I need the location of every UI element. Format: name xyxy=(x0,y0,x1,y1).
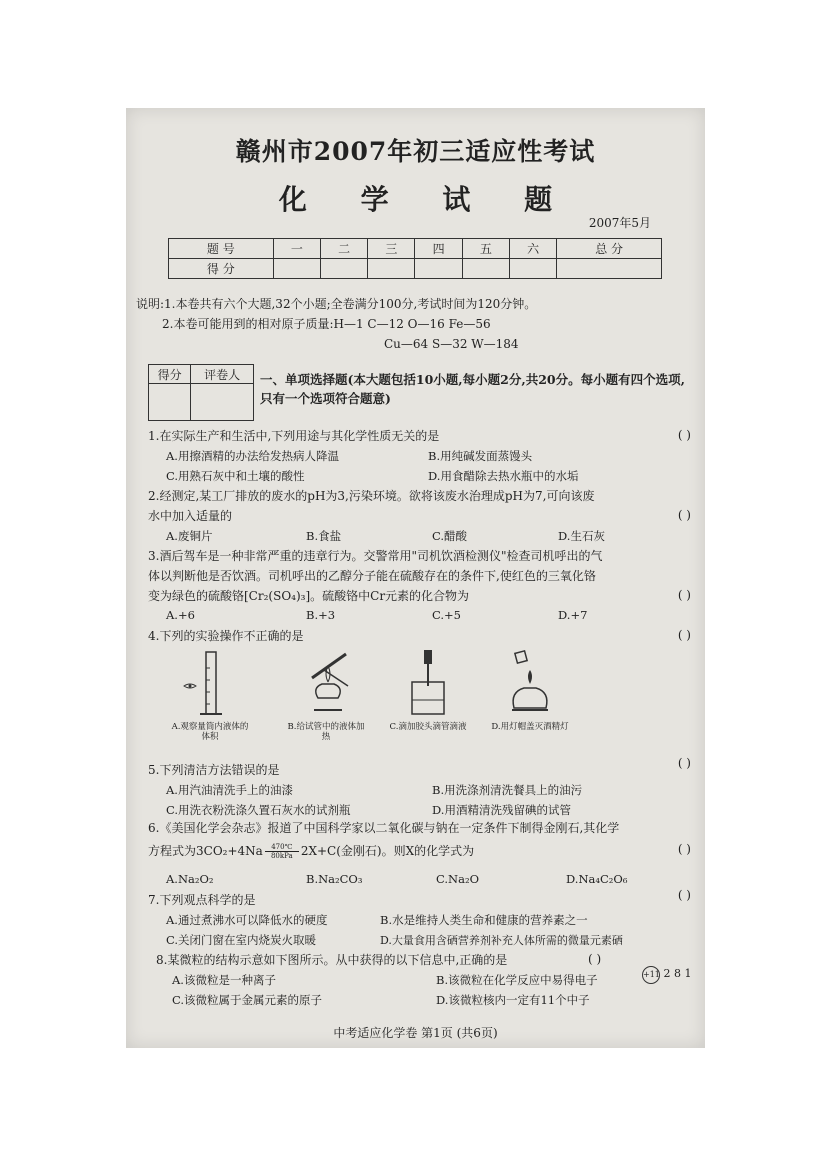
q1-option-b: B.用纯碱发面蒸馒头 xyxy=(428,449,533,463)
q2-option-b: B.食盐 xyxy=(306,529,342,543)
reaction-condition xyxy=(265,843,299,860)
score-cell xyxy=(415,259,462,279)
instruction-line-2: 2.本卷可能用到的相对原子质量:H—1 C—12 O—16 Fe—56 xyxy=(162,317,491,331)
answer-bracket: ( ) xyxy=(677,756,691,770)
q8-option-c: C.该微粒属于金属元素的原子 xyxy=(172,993,323,1007)
score-row-label: 得 分 xyxy=(169,259,274,279)
answer-bracket: ( ) xyxy=(588,952,602,966)
q6-option-a: A.Na₂O₂ xyxy=(166,872,214,886)
test-tube-heating-figure xyxy=(294,648,364,720)
q8-option-b: B.该微粒在化学反应中易得电子 xyxy=(436,973,598,987)
q3-option-a: A.+6 xyxy=(166,608,195,622)
question-4-stem: 4.下列的实验操作不正确的是 xyxy=(148,629,304,643)
equation-right: 2X+C(金刚石)。则X的化学式为 xyxy=(300,844,475,858)
question-2-stem: 2.经测定,某工厂排放的废水的pH为3,污染环境。欲将该废水治理成pH为7,可向该废 xyxy=(148,489,595,503)
question-3-stem-cont: 体以判断他是否饮酒。司机呼出的乙醇分子能在硫酸存在的条件下,使红色的三氧化铬 xyxy=(148,569,596,583)
q5-option-a: A.用汽油清洗手上的油漆 xyxy=(166,783,293,797)
q6-option-b: B.Na₂CO₃ xyxy=(306,872,363,886)
score-table-header-row xyxy=(169,239,662,259)
instruction-line-1: 说明:1.本卷共有六个大题,32个小题;全卷满分100分,考试时间为120分钟。 xyxy=(136,297,537,311)
atom-nucleus: +11 xyxy=(642,966,660,984)
question-3-stem: 3.酒后驾车是一种非常严重的违章行为。交警常用"司机饮酒检测仪"检查司机呼出的气 xyxy=(148,549,603,563)
grader-name-label: 评卷人 xyxy=(191,365,254,384)
score-cell xyxy=(462,259,509,279)
score-table xyxy=(168,238,662,279)
figure-c-caption: C.滴加胶头滴管滴液 xyxy=(389,722,467,732)
question-2-stem-cont: 水中加入适量的 xyxy=(148,509,233,523)
q1-option-a: A.用擦酒精的办法给发热病人降温 xyxy=(166,449,339,463)
grader-box xyxy=(148,364,254,421)
figure-b-caption: B.给试管中的液体加热 xyxy=(287,722,365,742)
question-3-stem-cont2: 变为绿色的硫酸铬[Cr₂(SO₄)₃]。硫酸铬中Cr元素的化合物为 xyxy=(148,589,470,603)
q8-option-a: A.该微粒是一种离子 xyxy=(172,973,276,987)
page-footer: 中考适应化学卷 第1页 (共6页) xyxy=(333,1026,498,1040)
score-cell xyxy=(368,259,415,279)
q1-option-c: C.用熟石灰中和土壤的酸性 xyxy=(166,469,305,483)
question-8-stem: 8.某微粒的结构示意如下图所示。从中获得的以下信息中,正确的是 xyxy=(156,953,508,967)
score-header-cell: 三 xyxy=(368,239,415,259)
exam-subtitle: 化 学 试 题 xyxy=(278,183,575,216)
q2-option-a: A.废铜片 xyxy=(166,529,213,543)
answer-bracket: ( ) xyxy=(677,508,691,522)
q7-option-a: A.通过煮沸水可以降低水的硬度 xyxy=(166,913,328,927)
q5-option-c: C.用洗衣粉洗涤久置石灰水的试剂瓶 xyxy=(166,803,351,817)
dropper-figure xyxy=(398,648,458,720)
condition-pressure: 80kPa xyxy=(270,852,293,860)
q3-option-b: B.+3 xyxy=(306,608,336,622)
q5-option-d: D.用酒精清洗残留碘的试管 xyxy=(432,803,571,817)
atom-structure-diagram xyxy=(642,966,692,984)
question-6-equation xyxy=(148,842,474,860)
grader-score-label: 得分 xyxy=(149,365,191,384)
score-cell xyxy=(320,259,367,279)
exam-title: 赣州市2007年初三适应性考试 xyxy=(235,137,596,166)
question-7-stem: 7.下列观点科学的是 xyxy=(148,893,256,907)
figure-d-caption: D.用灯帽盖灭酒精灯 xyxy=(491,722,569,732)
measuring-cylinder-figure xyxy=(178,648,238,720)
alcohol-lamp-figure xyxy=(502,648,562,720)
q7-option-d: D.大量食用含硒营养剂补充人体所需的微量元素硒 xyxy=(380,934,623,947)
answer-bracket: ( ) xyxy=(677,888,691,902)
q2-option-d: D.生石灰 xyxy=(558,529,605,543)
q6-option-c: C.Na₂O xyxy=(436,872,480,886)
answer-bracket: ( ) xyxy=(677,428,691,442)
score-header-cell: 六 xyxy=(510,239,557,259)
condition-temperature: 470℃ xyxy=(271,843,293,851)
q7-option-b: B.水是维持人类生命和健康的营养素之一 xyxy=(380,913,588,927)
grader-name-cell xyxy=(191,384,254,421)
grader-score-cell xyxy=(149,384,191,421)
score-table-score-row xyxy=(169,259,662,279)
score-cell xyxy=(273,259,320,279)
answer-bracket: ( ) xyxy=(677,628,691,642)
score-header-cell: 四 xyxy=(415,239,462,259)
question-1-stem: 1.在实际生产和生活中,下列用途与其化学性质无关的是 xyxy=(148,429,440,443)
answer-bracket: ( ) xyxy=(677,588,691,602)
q3-option-c: C.+5 xyxy=(432,608,461,622)
q3-option-d: D.+7 xyxy=(558,608,588,622)
score-header-cell: 题 号 xyxy=(169,239,274,259)
q2-option-c: C.醋酸 xyxy=(432,529,468,543)
electron-shells: 2 8 1 xyxy=(663,967,692,980)
instruction-line-3: Cu—64 S—32 W—184 xyxy=(384,337,519,351)
score-cell xyxy=(510,259,557,279)
q7-option-c: C.关闭门窗在室内烧炭火取暖 xyxy=(166,933,317,947)
score-header-cell: 一 xyxy=(273,239,320,259)
question-5-stem: 5.下列清洁方法错误的是 xyxy=(148,763,280,777)
section-heading: 一、单项选择题(本大题包括10小题,每小题2分,共20分。每小题有四个选项,只有一个选项符合题意) xyxy=(260,372,685,406)
exam-sheet xyxy=(126,108,705,1048)
exam-date: 2007年5月 xyxy=(588,216,651,230)
answer-bracket: ( ) xyxy=(677,842,691,856)
score-cell xyxy=(557,259,662,279)
q1-option-d: D.用食醋除去热水瓶中的水垢 xyxy=(428,469,579,483)
equation-left: 方程式为3CO₂+4Na xyxy=(148,844,263,858)
q5-option-b: B.用洗涤剂清洗餐具上的油污 xyxy=(432,783,583,797)
score-header-cell: 五 xyxy=(462,239,509,259)
q6-option-d: D.Na₄C₂O₆ xyxy=(566,872,628,886)
q8-option-d: D.该微粒核内一定有11个中子 xyxy=(436,993,590,1007)
score-header-cell: 总 分 xyxy=(557,239,662,259)
figure-a-caption: A.观察量筒内液体的体积 xyxy=(171,722,249,742)
score-header-cell: 二 xyxy=(320,239,367,259)
question-6-stem: 6.《美国化学会杂志》报道了中国科学家以二氧化碳与钠在一定条件下制得金刚石,其化学 xyxy=(148,821,620,835)
